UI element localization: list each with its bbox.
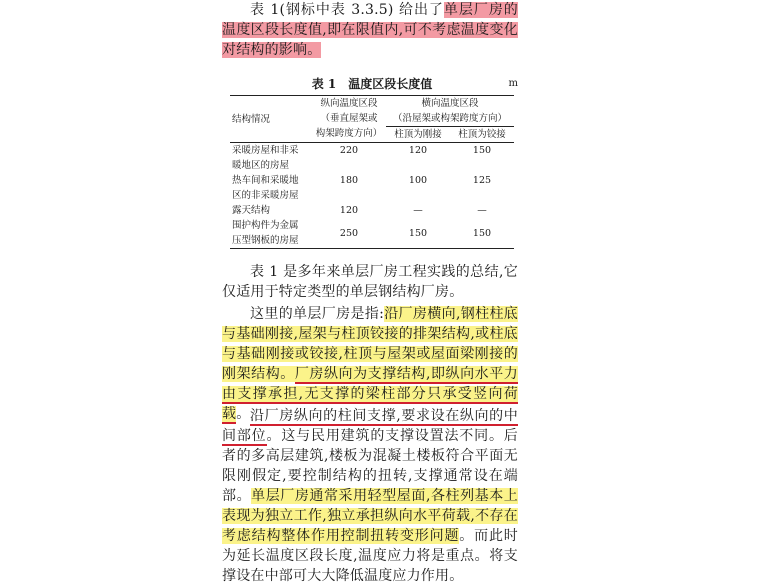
row-label: 采暖房屋和非采 暖地区的房屋	[232, 145, 299, 171]
paragraph-summary: 表 1 是多年来单层厂房工程实践的总结,它仅适用于特定类型的单层钢结构厂房。	[222, 264, 518, 300]
row-value: 100	[408, 175, 428, 186]
bracing-text-after: 。而此时为延长温度区段长度,温度应力将是重点。将支撑设在中部可大大降低温度应力作用。	[222, 528, 518, 584]
highlight-independent-columns: 单层厂房通常采用轻型屋面,各柱列基本上表现为独立工作,独立承担纵向水平荷载,不存在考虑结构整体作用控制扭转变形问题	[222, 488, 518, 544]
table-unit: m	[508, 78, 518, 89]
paragraph-intro	[222, 0, 518, 60]
header-hinged: 柱顶为铰接	[458, 129, 506, 140]
temperature-range-table	[230, 95, 514, 249]
row-value: 120	[408, 145, 428, 156]
highlight-longitudinal-bracing: 厂房纵向为支撑结构,即纵向水平力由支撑承担,无支撑的梁柱部分只承受竖向荷载	[222, 366, 519, 422]
header-transverse: 横向温度区段 （沿屋架或构架跨度方向）	[386, 96, 514, 127]
row-value: —	[477, 205, 487, 216]
row-value: 250	[339, 227, 359, 239]
row-value: —	[413, 205, 423, 216]
highlight-transverse-structure: 沿厂房横向,钢柱柱底与基础刚接,屋架与柱顶铰接的排架结构,或柱底与基础刚接或铰接,柱顶与屋架或屋面梁刚接的刚架结构。	[222, 306, 519, 382]
row-label: 露天结构	[232, 205, 271, 216]
definition-text-before: 这里的单层厂房是指:	[250, 306, 385, 322]
header-longitudinal: 纵向温度区段 （垂直屋架或 构架跨度方向）	[315, 98, 383, 139]
row-label: 围护构件为金属 压型钢板的房屋	[232, 220, 299, 246]
definition-text-after: 。	[236, 406, 251, 422]
row-value: 150	[472, 227, 492, 239]
intro-text-after: ,即在限值内,可不考虑温度变化对结构的影响。	[222, 22, 518, 58]
row-value: 120	[339, 205, 359, 216]
row-value: 150	[408, 227, 428, 239]
row-label: 热车间和采暖地 区的非采暖房屋	[232, 175, 299, 201]
paragraph-bracing	[222, 406, 518, 586]
row-value: 220	[339, 145, 359, 156]
row-value: 180	[339, 175, 359, 186]
intro-text-before: 表 1(钢标中表 3.3.5) 给出了	[250, 2, 444, 18]
header-structure: 结构情况	[232, 113, 271, 125]
row-value: 125	[472, 175, 492, 186]
row-value: 150	[472, 145, 492, 156]
bracing-text-middle: 。这与民用建筑的支撑设置法不同。后者的多高层建筑,楼板为混凝土楼板符合平面无限刚假定,要控制结构的扭转,支撑通常设在端部。	[222, 428, 518, 504]
table-title: 表 1 温度区段长度值	[311, 77, 433, 91]
underline-bracing-position: 沿厂房纵向的柱间支撑,要求设在纵向的中间部位	[222, 408, 518, 444]
header-rigid: 柱顶为刚接	[394, 129, 442, 140]
highlight-temperature-range: 单层厂房的温度区段长度值	[222, 2, 519, 38]
document-page	[216, 0, 528, 586]
